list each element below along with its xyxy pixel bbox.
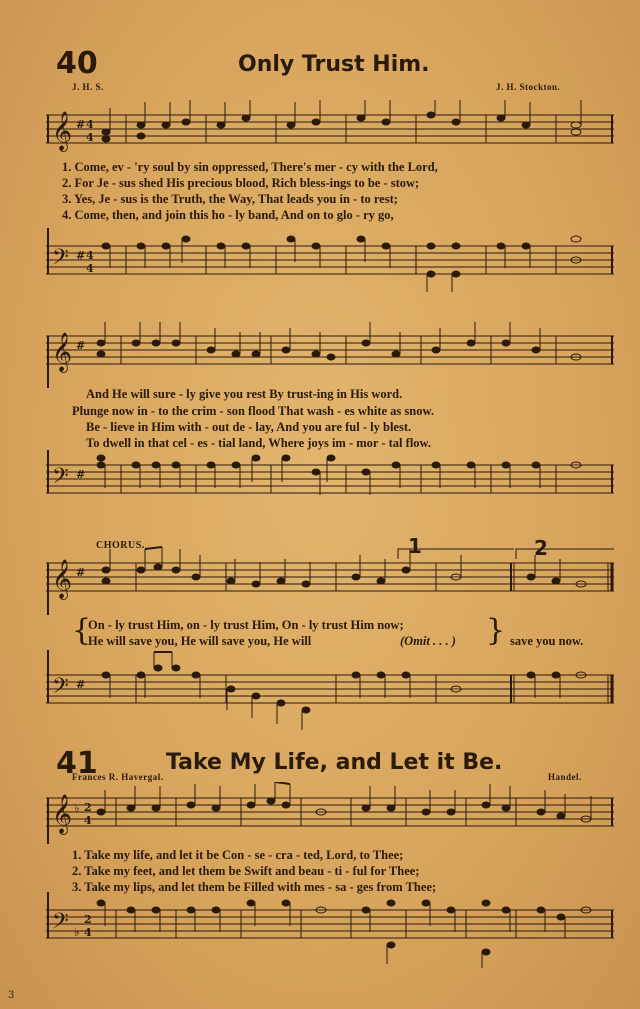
composer-credit: J. H. Stockton. xyxy=(496,82,561,92)
svg-text:2: 2 xyxy=(84,913,92,926)
hymn-number: 40 xyxy=(56,46,98,81)
svg-text:𝄞: 𝄞 xyxy=(52,559,73,599)
lyric-line: 2. For Je - sus shed His precious blood, Rich bless-ings to be - stow; xyxy=(62,176,420,190)
svg-text:2: 2 xyxy=(84,801,92,814)
svg-text:#: # xyxy=(76,249,86,262)
svg-text:4: 4 xyxy=(84,926,92,939)
lyric-line: To dwell in that cel - es - tial land, Where joys im - mor - tal flow. xyxy=(86,436,432,450)
svg-text:♭: ♭ xyxy=(74,925,80,939)
svg-text:𝄞: 𝄞 xyxy=(52,111,73,151)
svg-text:𝄢: 𝄢 xyxy=(52,464,69,494)
svg-text:4: 4 xyxy=(86,249,94,262)
omit-instruction: (Omit . . . ) xyxy=(400,634,456,648)
page-mark: 3 xyxy=(8,990,15,1001)
svg-text:4: 4 xyxy=(86,262,94,275)
svg-text:𝄢: 𝄢 xyxy=(52,909,69,939)
svg-text:𝄢: 𝄢 xyxy=(52,245,69,275)
treble-staff xyxy=(46,100,614,160)
lyric-line: 3. Yes, Je - sus is the Truth, the Way, That leads you in - to rest; xyxy=(62,192,398,206)
bass-staff xyxy=(46,450,614,520)
svg-text:4: 4 xyxy=(86,118,94,131)
bass-staff xyxy=(46,650,614,730)
chorus-label: CHORUS. xyxy=(96,540,145,551)
hymn-number: 41 xyxy=(56,746,98,781)
chorus-lyric-line: He will save you, He will save you, He will xyxy=(88,634,312,648)
bass-staff xyxy=(46,228,614,298)
composer-credit: Handel. xyxy=(548,772,582,782)
svg-text:♭: ♭ xyxy=(74,801,80,815)
lyric-line: Plunge now in - to the crim - son flood That wash - es white as snow. xyxy=(72,404,434,418)
hymn-title: Only Trust Him. xyxy=(238,52,430,77)
treble-staff xyxy=(46,782,614,844)
lyric-line: 1. Take my life, and let it be Con - se - cra - ted, Lord, to Thee; xyxy=(72,848,404,862)
hymn-title: Take My Life, and Let it Be. xyxy=(166,750,503,775)
lyric-line: And He will sure - ly give you rest By trust-ing in His word. xyxy=(86,387,403,401)
second-ending-number: 2 xyxy=(534,536,548,560)
lyric-line: 1. Come, ev - 'ry soul by sin oppressed, There's mer - cy with the Lord, xyxy=(62,160,438,174)
svg-text:𝄞: 𝄞 xyxy=(52,332,73,372)
svg-text:4: 4 xyxy=(84,814,92,827)
svg-text:#: # xyxy=(76,678,86,691)
lyric-line: 3. Take my lips, and let them be Filled with mes - sa - ges from Thee; xyxy=(72,880,437,894)
svg-text:#: # xyxy=(76,118,86,131)
lyric-line: 4. Come, then, and join this ho - ly band, And on to glo - ry go, xyxy=(62,208,394,222)
svg-text:#: # xyxy=(76,339,86,352)
treble-staff xyxy=(46,318,614,388)
svg-text:4: 4 xyxy=(86,131,94,144)
chorus-brace-right: } xyxy=(486,613,506,648)
bass-staff xyxy=(46,892,614,968)
chorus-lyric-ending: save you now. xyxy=(510,634,584,648)
lyric-line: Be - lieve in Him with - out de - lay, And you are ful - ly blest. xyxy=(86,420,412,434)
treble-staff xyxy=(46,545,614,615)
svg-text:𝄢: 𝄢 xyxy=(52,674,69,704)
chorus-brace-left: { xyxy=(72,613,92,648)
svg-text:𝄞: 𝄞 xyxy=(52,794,73,834)
chorus-lyric-line: On - ly trust Him, on - ly trust Him, On - ly trust Him now; xyxy=(88,618,404,632)
svg-text:#: # xyxy=(76,566,86,579)
author-credit: Frances R. Havergal. xyxy=(72,772,164,782)
first-ending-number: 1 xyxy=(408,534,422,558)
lyric-line: 2. Take my feet, and let them be Swift and beau - ti - ful for Thee; xyxy=(72,864,420,878)
author-credit: J. H. S. xyxy=(72,82,104,92)
svg-text:#: # xyxy=(76,468,86,481)
